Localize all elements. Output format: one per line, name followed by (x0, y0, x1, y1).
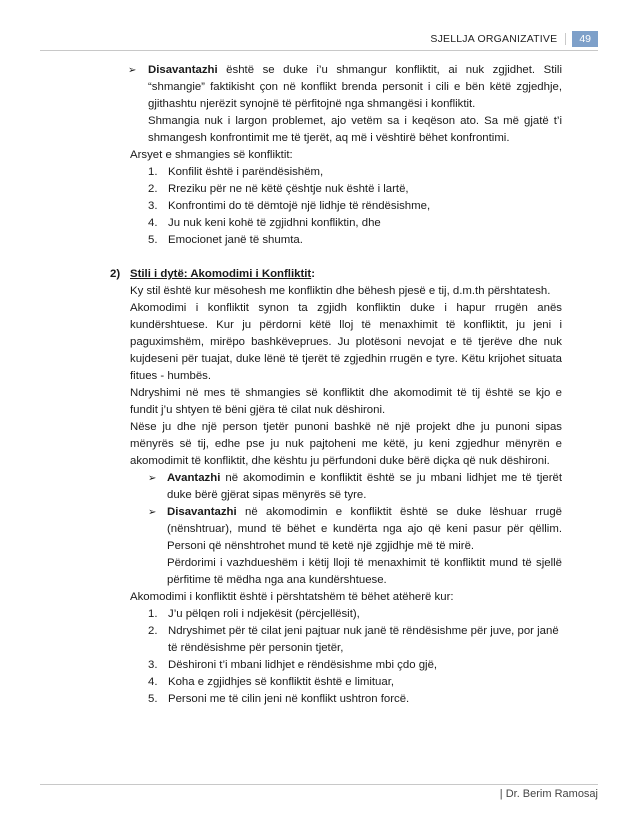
list-item (0, 657, 638, 674)
list-item-number: 2. (148, 625, 158, 637)
list-item-number: 3. (148, 200, 158, 212)
list-item-text: Konfrontimi do të dëmtojë një lidhje të rëndësishme, (168, 200, 431, 212)
section-title-colon: : (311, 268, 315, 280)
list-item (0, 606, 638, 623)
paragraph: Ky stil është kur mësohesh me konfliktin dhe bëhesh pjesë e tij, d.m.th përshtatesh. (130, 285, 551, 297)
list-item-number: 2. (148, 183, 158, 195)
bullet-label: Disavantazhi (148, 64, 218, 76)
paragraph: Akomodimi i konfliktit synon ta zgjidh konfliktin duke i hapur rrugën anës kundërshtuese. Kur ju përdorni këtë lloj të menaxhimit të konfliktit, ju jeni i paguximshëm, mirëpo bashkëveprues. Ju plotësoni nevojat e të tjerëve dhe nuk kujdeseni për tuajat, duke lënë të tjerët të zgjedhin rrugën e tyre. Këtu krijohet situata fitues - humbës. (130, 302, 562, 382)
footer-author: | Dr. Berim Ramosaj (499, 788, 598, 800)
list-item (0, 215, 638, 232)
arrow-bullet-icon: ➢ (128, 65, 137, 76)
section-title: Stili i dytë: Akomodimi i Konfliktit (130, 268, 312, 280)
list-item-number: 5. (148, 693, 158, 705)
list-item-text: Ndryshimet për të cilat jeni pajtuar nuk janë të rëndësishme për juve, por janë të rëndësishme për personin tjetër, (168, 625, 559, 654)
arrow-bullet-icon: ➢ (148, 507, 157, 518)
list-item (0, 164, 638, 181)
arrow-bullet-icon: ➢ (148, 473, 157, 484)
list-item-text: Koha e zgjidhjes së konfliktit është e limituar, (168, 676, 395, 688)
list-item-text: Ju nuk keni kohë të zgjidhni konfliktin, dhe (168, 217, 381, 229)
paragraph: Nëse ju dhe një person tjetër punoni bashkë në një projekt dhe ju punoni sipas mënyrës së tij, edhe pse ju nuk pajtoheni me këtë, ju keni zgjedhur mënyrën e akomodimit të konfliktit, dhe kështu ju përfundoni duke bërë diçka që nuk dëshironi. (130, 421, 562, 467)
list-item-number: 5. (148, 234, 158, 246)
page-body (0, 62, 638, 708)
list-item-number: 1. (148, 608, 158, 620)
list-item-text: Konfilit është i parëndësishëm, (168, 166, 324, 178)
paragraph: Ndryshimi në mes të shmangies së konfliktit dhe akomodimit të tij është se kjo e fundit j’u shtyen të bëni gjëra të cilat nuk dëshironi. (130, 387, 562, 416)
list-item-number: 4. (148, 676, 158, 688)
running-title: SJELLJA ORGANIZATIVE (430, 33, 566, 45)
bullet-continuation: Përdorimi i vazhdueshëm i këtij lloji të menaxhimit të konfliktit mund të sjellë përfitime të mëdha nga ana kundërshtuese. (167, 557, 562, 586)
bullet-label: Disavantazhi (167, 506, 237, 518)
list-item (0, 691, 638, 708)
list-item-number: 1. (148, 166, 158, 178)
page-header (430, 30, 598, 48)
bullet-avantazhi (0, 470, 638, 504)
bullet-text: në akomodimin e konfliktit është se duke lëshuar rrugë (nënshtruar), mund të bëhet e kundërta nga ajo që keni pasur për qëllim. Personi që nënshtrohet mund të ketë një zgjidhje më të mirë. (167, 506, 562, 552)
bullet-label: Avantazhi (167, 472, 221, 484)
bullet-disavantazhi-accommodation (0, 504, 638, 555)
footer-divider (40, 784, 598, 785)
list-item (0, 232, 638, 249)
list-item (0, 674, 638, 691)
reasons-intro: Arsyet e shmangies së konfliktit: (130, 149, 293, 161)
list-item-text: J’u pëlqen roli i ndjekësit (përcjellësit), (168, 608, 360, 620)
bullet-continuation: Shmangia nuk i largon problemet, ajo vetëm sa i keqëson ato. Sa më gjatë t’i shmangesh konfrontimit me të tjerët, aq më i vështirë bëhet konfrontimi. (148, 115, 562, 144)
bullet-disavantazhi-avoidance (0, 62, 638, 113)
bullet-text: në akomodimin e konfliktit është se ju mbani lidhjet me të tjerët duke bërë gjërat sipas mënyrës së tyre. (167, 472, 562, 501)
when-list (0, 606, 638, 708)
bullet-text: është se duke i’u shmangur konfliktit, ai nuk zgjidhet. Stili “shmangie” faktikisht çon në konflikt brenda personit i cili e bën këtë zgjedhje, gjithashtu njerëzit synojnë të përfitojnë nga shmangësi i konfliktit. (148, 64, 562, 110)
list-item (0, 623, 638, 657)
list-item-number: 3. (148, 659, 158, 671)
when-intro: Akomodimi i konfliktit është i përshtatshëm të bëhet atëherë kur: (130, 591, 454, 603)
list-item (0, 181, 638, 198)
list-item-text: Rreziku për ne në këtë çështje nuk është i lartë, (168, 183, 409, 195)
section-number: 2) (110, 268, 121, 280)
reasons-list (0, 164, 638, 249)
list-item-text: Dëshironi t’i mbani lidhjet e rëndësishme mbi çdo gjë, (168, 659, 438, 671)
page-number: 49 (572, 31, 598, 47)
list-item-text: Personi me të cilin jeni në konflikt ushtron forcë. (168, 693, 410, 705)
section-heading (0, 266, 638, 283)
list-item-number: 4. (148, 217, 158, 229)
list-item-text: Emocionet janë të shumta. (168, 234, 303, 246)
list-item (0, 198, 638, 215)
header-divider (40, 50, 598, 51)
